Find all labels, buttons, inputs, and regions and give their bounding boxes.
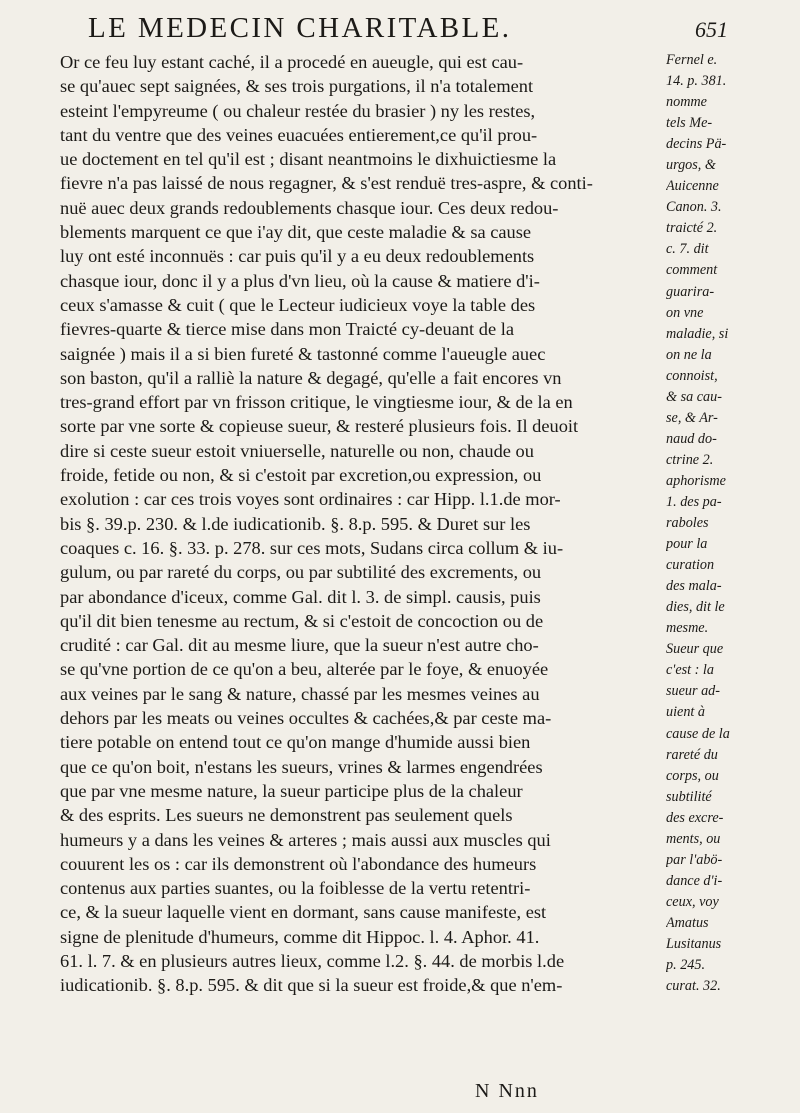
margin-note-line: comment [666, 262, 718, 279]
margin-note-line: Sueur que [666, 641, 724, 658]
text-line: dire si ceste sueur estoit vniuerselle, naturelle ou non, chaude ou [60, 440, 534, 461]
margin-note-line: sueur ad- [666, 683, 720, 700]
text-line: fievre n'a pas laissé de nous regagner, & s'est renduë tres-aspre, & conti- [60, 173, 593, 194]
running-title: LE MEDECIN CHARITABLE. [88, 12, 512, 44]
margin-note-line: raboles [666, 515, 709, 532]
text-line: coaques c. 16. §. 33. p. 278. sur ces mots, Sudans circa collum & iu- [60, 537, 564, 558]
margin-note-line: on ne la [666, 346, 712, 363]
text-line: bis §. 39.p. 230. & l.de iudicationib. §. 8.p. 595. & Duret sur les [60, 513, 531, 534]
margin-note-line: mesme. [666, 620, 709, 637]
margin-note-line: maladie, si [666, 325, 729, 342]
signature-mark: N Nnn [475, 1080, 539, 1102]
margin-note-line: connoist, [666, 367, 718, 384]
margin-note-line: ceux, voy [666, 893, 719, 910]
margin-note-line: dance d'i- [666, 872, 723, 889]
text-line: dehors par les meats ou veines occultes & cachées,& par ceste ma- [60, 708, 552, 729]
text-line: que par vne mesme nature, la sueur participe plus de la chaleur [60, 780, 523, 801]
margin-note-line: Auicenne [666, 178, 719, 195]
text-line: crudité : car Gal. dit au mesme liure, que la sueur n'est autre cho- [60, 635, 539, 656]
margin-note-line: traicté 2. [666, 220, 718, 237]
text-line: signe de plenitude d'humeurs, comme dit Hippoc. l. 4. Aphor. 41. [60, 926, 540, 947]
margin-note-line: des mala- [666, 578, 722, 595]
margin-note-line: curation [666, 557, 715, 574]
margin-note-line: pour la [666, 536, 708, 553]
margin-note-line: on vne [666, 304, 704, 321]
text-line: Or ce feu luy estant caché, il a procedé en aueugle, qui est cau- [60, 52, 524, 72]
text-line: par abondance d'iceux, comme Gal. dit l. 3. de simpl. causis, puis [60, 586, 541, 607]
margin-note-line: rareté du [666, 746, 718, 763]
text-line: & des esprits. Les sueurs ne demonstrent pas seulement quels [60, 805, 513, 826]
text-line: ue doctement en tel qu'il est ; disant neantmoins le dixhuictiesme la [60, 149, 557, 170]
text-line: sorte par vne sorte & copieuse sueur, & resteré plusieurs fois. Il deuoit [60, 416, 579, 437]
margin-note-line: p. 245. [666, 957, 706, 974]
text-line: saignée ) mais il a si bien fureté & tastonné comme l'aueugle auec [60, 343, 546, 364]
text-line: se qu'vne portion de ce qu'on a beu, alterée par le foye, & enuoyée [60, 659, 549, 680]
margin-note-line: Fernel e. [666, 52, 718, 68]
margin-note-line: dies, dit le [666, 599, 725, 616]
text-line: fievres-quarte & tierce mise dans mon Traicté cy-deuant de la [60, 319, 514, 340]
margin-note-line: aphorisme [666, 472, 726, 489]
text-line: esteint l'empyreume ( ou chaleur restée du brasier ) ny les restes, [60, 100, 536, 121]
text-line: contenus aux parties suantes, ou la foiblesse de la vertu retentri- [60, 878, 531, 899]
text-line: nuë auec deux grands redoublements chasque iour. Ces deux redou- [60, 197, 559, 218]
margin-note-line: des excre- [666, 809, 724, 826]
margin-note-line: & sa cau- [666, 388, 722, 405]
text-line: tiere potable on entend tout ce qu'on mange d'humide aussi bien [60, 732, 531, 753]
text-line: chasque iour, donc il y a plus d'vn lieu, où la cause & matiere d'i- [60, 270, 540, 291]
margin-note-line: c'est : la [666, 662, 714, 679]
margin-note-line: 14. p. 381. [666, 73, 727, 90]
text-line: exolution : car ces trois voyes sont ordinaires : car Hipp. l.1.de mor- [60, 489, 561, 510]
text-line: gulum, ou par rareté du corps, ou par subtilité des excrements, ou [60, 562, 542, 583]
margin-note-line: c. 7. dit [666, 241, 709, 258]
margin-note-line: se, & Ar- [666, 409, 718, 426]
text-line: froide, fetide ou non, & si c'estoit par excretion,ou expression, ou [60, 465, 542, 486]
margin-note-line: par l'abö- [666, 851, 723, 868]
margin-note-line: Canon. 3. [666, 199, 722, 216]
main-text-column [60, 50, 662, 998]
text-line: se qu'auec sept saignées, & ses trois purgations, il n'a totalement [60, 76, 534, 97]
text-line: aux veines par le sang & nature, chassé par les mesmes veines au [60, 683, 540, 704]
text-line: blements marquent ce que i'ay dit, que ceste maladie & sa cause [60, 222, 532, 243]
text-line: 61. l. 7. & en plusieurs autres lieux, comme l.2. §. 44. de morbis l.de [60, 950, 565, 971]
margin-note-line: subtilité [666, 788, 712, 805]
margin-note-line: uient à [666, 704, 706, 721]
margin-note-line: 1. des pa- [666, 493, 722, 510]
margin-note-line: Amatus [666, 914, 709, 931]
text-line: humeurs y a dans les veines & arteres ; mais aussi aux muscles qui [60, 829, 551, 850]
margin-note-line: decins Pä- [666, 136, 727, 153]
margin-note-line: tels Me- [666, 115, 713, 132]
margin-note-line: corps, ou [666, 767, 719, 784]
text-line: luy ont esté inconnuës : car puis qu'il y a eu deux redoublements [60, 246, 535, 267]
margin-note-line: Lusitanus [666, 935, 722, 952]
margin-note-line: guarira- [666, 283, 715, 300]
text-line: iudicationib. §. 8.p. 595. & dit que si la sueur est froide,& que n'em- [60, 975, 563, 996]
margin-note-line: ctrine 2. [666, 451, 714, 468]
margin-note-line: urgos, & [666, 157, 716, 174]
text-line: que ce qu'on boit, n'estans les sueurs, vrines & larmes engendrées [60, 756, 543, 777]
margin-note-line: curat. 32. [666, 978, 721, 995]
text-line: son baston, qu'il a ralliè la nature & degagé, qu'elle a fait encores vn [60, 367, 562, 388]
margin-note-line: cause de la [666, 725, 730, 742]
text-line: tant du ventre que des veines euacuées entierement,ce qu'il prou- [60, 124, 538, 145]
page-number: 651 [695, 17, 728, 42]
text-line: tres-grand effort par vn frisson critique, le vingtiesme iour, & de la en [60, 392, 573, 413]
text-line: qu'il dit bien tenesme au rectum, & si c'estoit de concoction ou de [60, 610, 544, 631]
text-line: couurent les os : car ils demonstrent où l'abondance des humeurs [60, 853, 537, 874]
text-line: ceux s'amasse & cuit ( que le Lecteur iudicieux voye la table des [60, 294, 536, 315]
margin-note-line: naud do- [666, 430, 717, 447]
text-line: ce, & la sueur laquelle vient en dormant, sans cause manifeste, est [60, 902, 547, 923]
marginal-notes-column [666, 50, 796, 997]
margin-note-line: ments, ou [666, 830, 721, 847]
margin-note-line: nomme [666, 94, 707, 111]
